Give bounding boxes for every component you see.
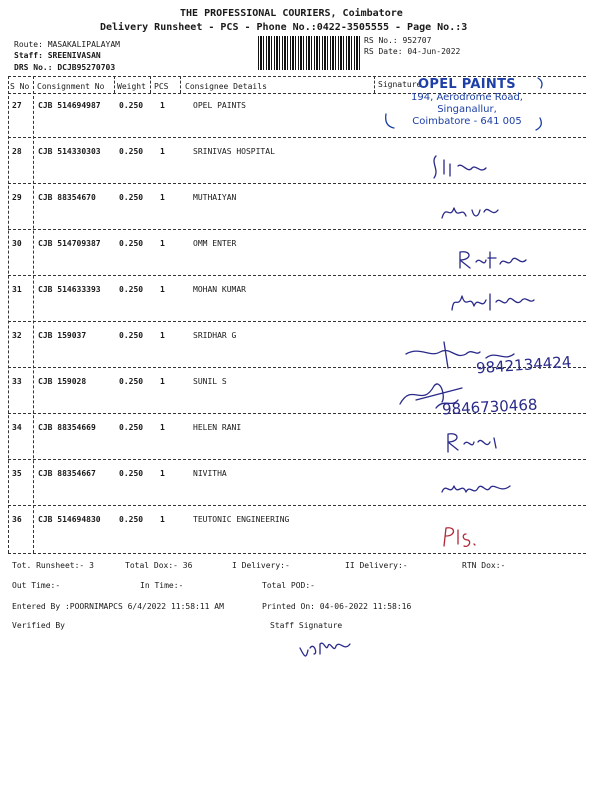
out-time: Out Time:-	[12, 581, 61, 590]
cell-weight: 0.250	[119, 423, 144, 432]
company-title: THE PROFESSIONAL COURIERS, Coimbatore	[180, 8, 403, 19]
row-divider	[8, 137, 586, 138]
cell-weight: 0.250	[119, 377, 144, 386]
cell-consignee: TEUTONIC ENGINEERING	[193, 515, 290, 524]
cell-sno: 34	[12, 423, 22, 432]
cell-consignee: MOHAN KUMAR	[193, 285, 246, 294]
cell-sno: 36	[12, 515, 22, 524]
staff-signature	[296, 634, 356, 664]
row-divider	[8, 229, 586, 230]
cell-consignee: OMM ENTER	[193, 239, 237, 248]
stamp-address-line: 194, Aerodrome Road,	[411, 92, 523, 103]
cell-sno: 33	[12, 377, 22, 386]
col-divider	[150, 76, 151, 93]
col-divider	[33, 76, 34, 553]
cell-sno: 32	[12, 331, 22, 340]
cell-weight: 0.250	[119, 147, 144, 156]
col-divider	[114, 76, 115, 93]
col-header-weight: Weight	[117, 82, 146, 91]
row-divider	[8, 459, 586, 460]
col-header-consignment: Consignment No	[37, 82, 105, 91]
total-pod: Total POD:-	[262, 581, 315, 590]
rs-date: RS Date: 04-Jun-2022	[364, 47, 461, 56]
i-delivery: I Delivery:-	[232, 561, 290, 570]
stamp-address-line: Coimbatore - 641 005	[412, 116, 522, 127]
cell-consignee: HELEN RANI	[193, 423, 242, 432]
cell-weight: 0.250	[119, 101, 144, 110]
cell-sno: 30	[12, 239, 22, 248]
cell-consignee: MUTHAIYAN	[193, 193, 237, 202]
printed-on: Printed On: 04-06-2022 11:58:16	[262, 602, 412, 611]
cell-pcs: 1	[160, 101, 165, 110]
table-left-border	[8, 76, 9, 553]
cell-consignment: CJB 514633393	[38, 285, 101, 294]
cell-pcs: 1	[160, 193, 165, 202]
table-bottom-border	[8, 553, 586, 554]
cell-weight: 0.250	[119, 515, 144, 524]
total-dox: Total Dox:- 36	[125, 561, 193, 570]
row-divider	[8, 505, 586, 506]
cell-consignee: SRIDHAR G	[193, 331, 237, 340]
row-divider	[8, 275, 586, 276]
stamp-name: OPEL PAINTS	[418, 77, 516, 92]
rtn-dox: RTN Dox:-	[462, 561, 506, 570]
handwritten-phone-1: 9842134424	[475, 352, 572, 378]
signature-row-28	[428, 148, 498, 184]
col-header-pcs: PCS	[154, 82, 169, 91]
cell-weight: 0.250	[119, 469, 144, 478]
cell-pcs: 1	[160, 147, 165, 156]
cell-consignee: SRINIVAS HOSPITAL	[193, 147, 275, 156]
cell-pcs: 1	[160, 515, 165, 524]
cell-consignment: CJB 159028	[38, 377, 87, 386]
stamp-bracket-mark	[380, 72, 550, 134]
cell-pcs: 1	[160, 423, 165, 432]
cell-consignment: CJB 88354667	[38, 469, 96, 478]
col-divider	[374, 76, 375, 93]
cell-consignee: NIVITHA	[193, 469, 227, 478]
cell-pcs: 1	[160, 469, 165, 478]
in-time: In Time:-	[140, 581, 184, 590]
cell-weight: 0.250	[119, 285, 144, 294]
cell-sno: 28	[12, 147, 22, 156]
staff-label: Staff: SREENIVASAN	[14, 51, 101, 60]
route-label: Route: MASAKALIPALAYAM	[14, 40, 120, 49]
cell-pcs: 1	[160, 239, 165, 248]
cell-consignment: CJB 159037	[38, 331, 87, 340]
row-divider	[8, 321, 586, 322]
drs-number: DRS No.: DCJB95270703	[14, 63, 116, 72]
signature-row-36	[440, 524, 480, 550]
handwritten-phone-2: 9846730468	[441, 395, 538, 419]
col-header-consignee: Consignee Details	[185, 82, 267, 91]
cell-weight: 0.250	[119, 331, 144, 340]
cell-consignee: OPEL PAINTS	[193, 101, 246, 110]
signature-row-29	[438, 198, 508, 224]
cell-consignment: CJB 88354669	[38, 423, 96, 432]
cell-sno: 31	[12, 285, 22, 294]
ii-delivery: II Delivery:-	[345, 561, 408, 570]
cell-consignment: CJB 514694987	[38, 101, 101, 110]
cell-weight: 0.250	[119, 239, 144, 248]
runsheet-subtitle: Delivery Runsheet - PCS - Phone No.:0422-3505555 - Page No.:3	[100, 22, 468, 33]
rs-number: RS No.: 952707	[364, 36, 432, 45]
cell-pcs: 1	[160, 331, 165, 340]
cell-consignee: SUNIL S	[193, 377, 227, 386]
stamp-address-line: Singanallur,	[437, 104, 497, 115]
cell-sno: 27	[12, 101, 22, 110]
col-header-signature: Signature	[378, 80, 422, 89]
staff-signature-label: Staff Signature	[270, 621, 343, 630]
cell-sno: 35	[12, 469, 22, 478]
signature-row-35	[438, 476, 518, 500]
verified-by: Verified By	[12, 621, 65, 630]
barcode-image	[258, 36, 360, 70]
row-divider	[8, 183, 586, 184]
col-divider	[180, 76, 181, 93]
cell-weight: 0.250	[119, 193, 144, 202]
cell-pcs: 1	[160, 285, 165, 294]
cell-consignment: CJB 514694830	[38, 515, 101, 524]
signature-row-31	[448, 286, 538, 314]
cell-consignment: CJB 514709387	[38, 239, 101, 248]
signature-row-34	[444, 428, 504, 456]
col-header-sno: S No	[10, 82, 30, 91]
signature-row-30	[454, 246, 534, 272]
cell-pcs: 1	[160, 377, 165, 386]
total-runsheet: Tot. Runsheet:- 3	[12, 561, 94, 570]
entered-by: Entered By :POORNIMAPCS 6/4/2022 11:58:11 AM	[12, 602, 224, 611]
cell-consignment: CJB 514330303	[38, 147, 101, 156]
cell-sno: 29	[12, 193, 22, 202]
cell-consignment: CJB 88354670	[38, 193, 96, 202]
